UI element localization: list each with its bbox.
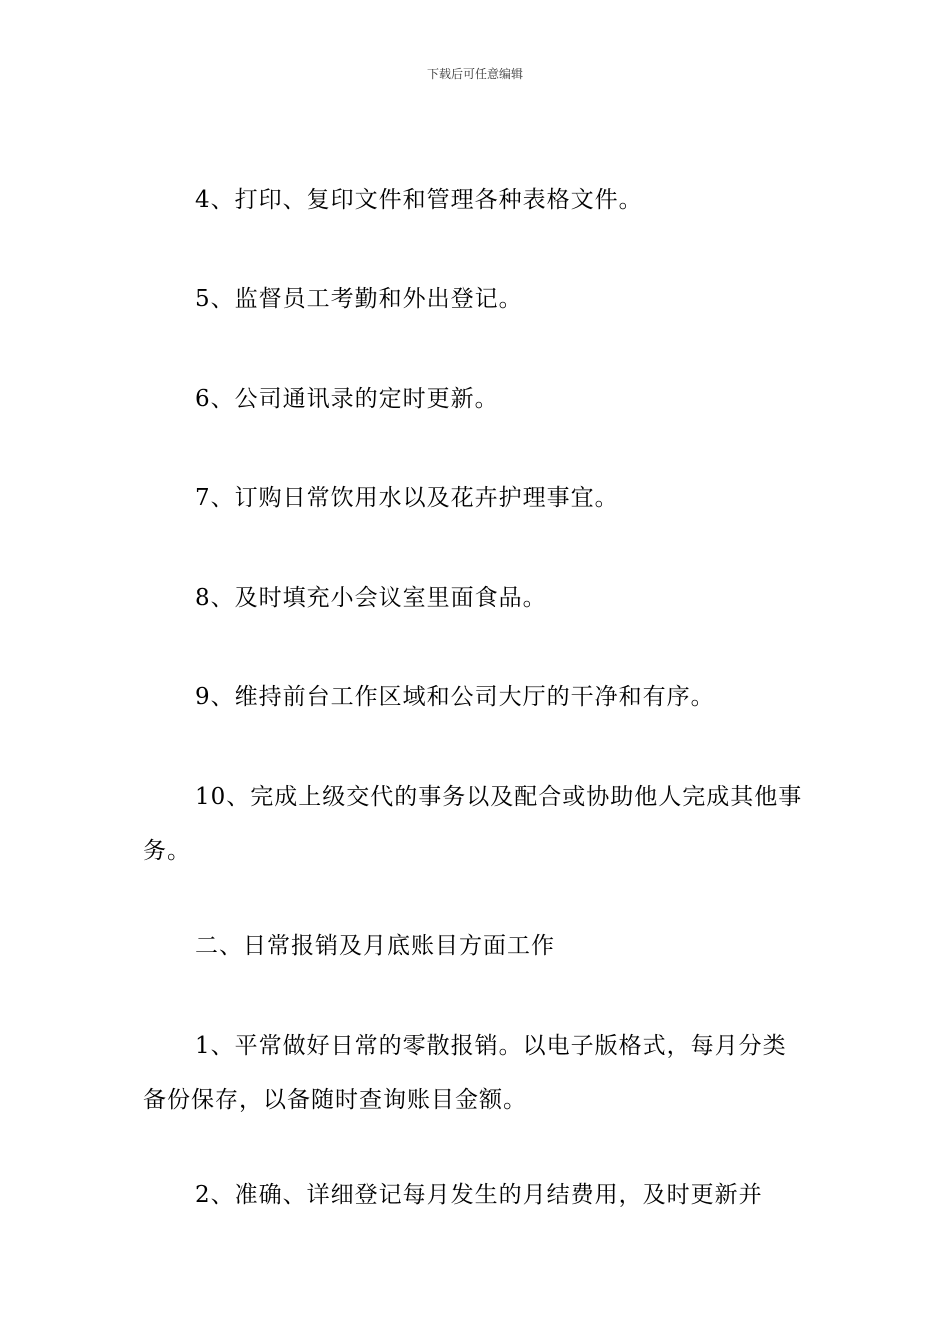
list-item: 9、维持前台工作区域和公司大厅的干净和有序。 (195, 684, 715, 710)
list-item: 7、订购日常饮用水以及花卉护理事宜。 (195, 485, 619, 511)
list-item: 5、监督员工考勤和外出登记。 (195, 286, 523, 312)
list-item: 1、平常做好日常的零散报销。以电子版格式，每月分类备份保存，以备随时查询账目金额。 (143, 1033, 787, 1113)
list-item: 4、打印、复印文件和管理各种表格文件。 (195, 187, 643, 213)
list-item: 2、准确、详细登记每月发生的月结费用，及时更新并 (195, 1182, 763, 1208)
section-heading: 二、日常报销及月底账目方面工作 (195, 933, 555, 959)
list-item: 6、公司通讯录的定时更新。 (195, 386, 499, 412)
page-header-note: 下载后可任意编辑 (426, 67, 523, 81)
list-item: 10、完成上级交代的事务以及配合或协助他人完成其他事务。 (143, 784, 803, 864)
list-item: 8、及时填充小会议室里面食品。 (195, 585, 547, 611)
